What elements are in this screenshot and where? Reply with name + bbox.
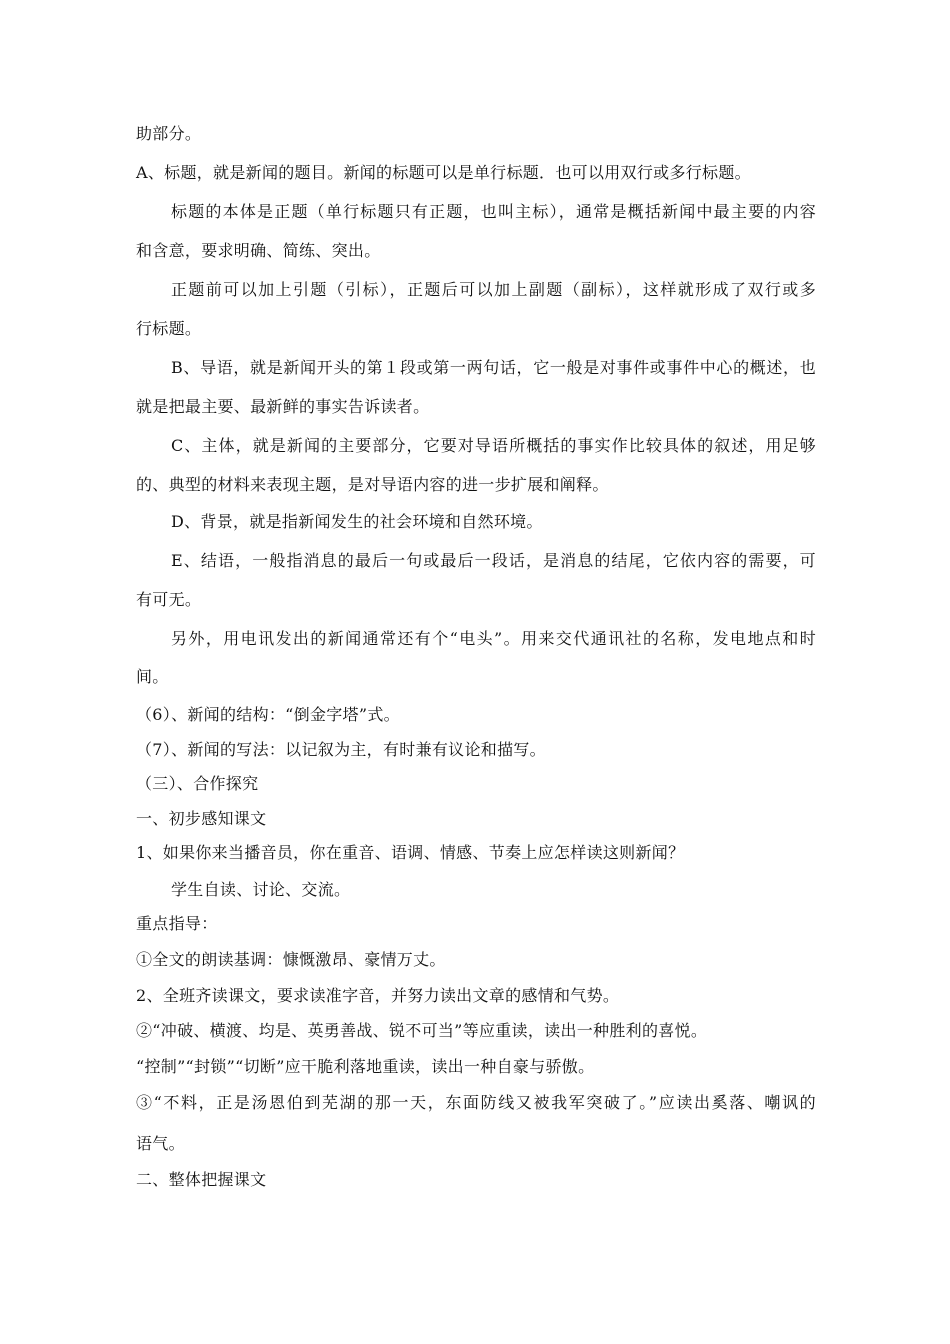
text-line: 的、典型的材料来表现主题，是对导语内容的进一步扩展和阐释。 <box>136 475 609 494</box>
text-line: 语气。 <box>136 1134 185 1153</box>
text-line: 学生自读、讨论、交流。 <box>171 880 351 899</box>
text-line: 行标题。 <box>136 319 202 338</box>
text-line: 和含意，要求明确、简练、突出。 <box>136 241 381 260</box>
text-line: E、结语，一般指消息的最后一句或最后一段话，是消息的结尾，它依内容的需要，可 <box>171 551 816 570</box>
text-line: 有可无。 <box>136 590 202 609</box>
text-line: ②“冲破、横渡、均是、英勇善战、锐不可当”等应重读，读出一种胜利的喜悦。 <box>136 1021 708 1040</box>
text-line: 二、整体把握课文 <box>136 1170 267 1189</box>
text-line: 另外，用电讯发出的新闻通常还有个“电头”。用来交代通讯社的名称，发电地点和时 <box>171 629 816 648</box>
text-line: 标题的本体是正题（单行标题只有正题，也叫主标），通常是概括新闻中最主要的内容 <box>171 202 816 221</box>
text-line: C、主体，就是新闻的主要部分，它要对导语所概括的事实作比较具体的叙述，用足够 <box>171 436 816 455</box>
text-line: D、背景，就是指新闻发生的社会环境和自然环境。 <box>171 512 543 531</box>
text-line: ③“不料，正是汤恩伯到芜湖的那一天，东面防线又被我军突破了。”应读出奚落、嘲讽的 <box>136 1093 816 1112</box>
text-line: “控制”“封锁”“切断”应干脆利落地重读，读出一种自豪与骄傲。 <box>136 1057 595 1076</box>
text-line: 助部分。 <box>136 124 202 143</box>
text-line: 重点指导： <box>136 914 218 933</box>
text-line: （三）、合作探究 <box>136 774 259 793</box>
text-line: 就是把最主要、最新鲜的事实告诉读者。 <box>136 397 430 416</box>
text-line: ①全文的朗读基调：慷慨激昂、豪情万丈。 <box>136 950 446 969</box>
text-line: 正题前可以加上引题（引标），正题后可以加上副题（副标），这样就形成了双行或多 <box>171 280 816 299</box>
text-line: 2、全班齐读课文，要求读准字音，并努力读出文章的感情和气势。 <box>136 986 620 1005</box>
text-line: A、标题，就是新闻的题目。新闻的标题可以是单行标题．也可以用双行或多行标题。 <box>136 163 751 182</box>
text-line: B、导语，就是新闻开头的第１段或第一两句话，它一般是对事件或事件中心的概述，也 <box>171 358 816 377</box>
text-line: （7）、新闻的写法：以记叙为主，有时兼有议论和描写。 <box>136 740 546 759</box>
text-line: 间。 <box>136 667 169 686</box>
text-line: （6）、新闻的结构：“倒金字塔”式。 <box>136 705 400 724</box>
text-line: 一、初步感知课文 <box>136 809 267 828</box>
text-line: 1、如果你来当播音员，你在重音、语调、情感、节奏上应怎样读这则新闻？ <box>136 843 685 862</box>
